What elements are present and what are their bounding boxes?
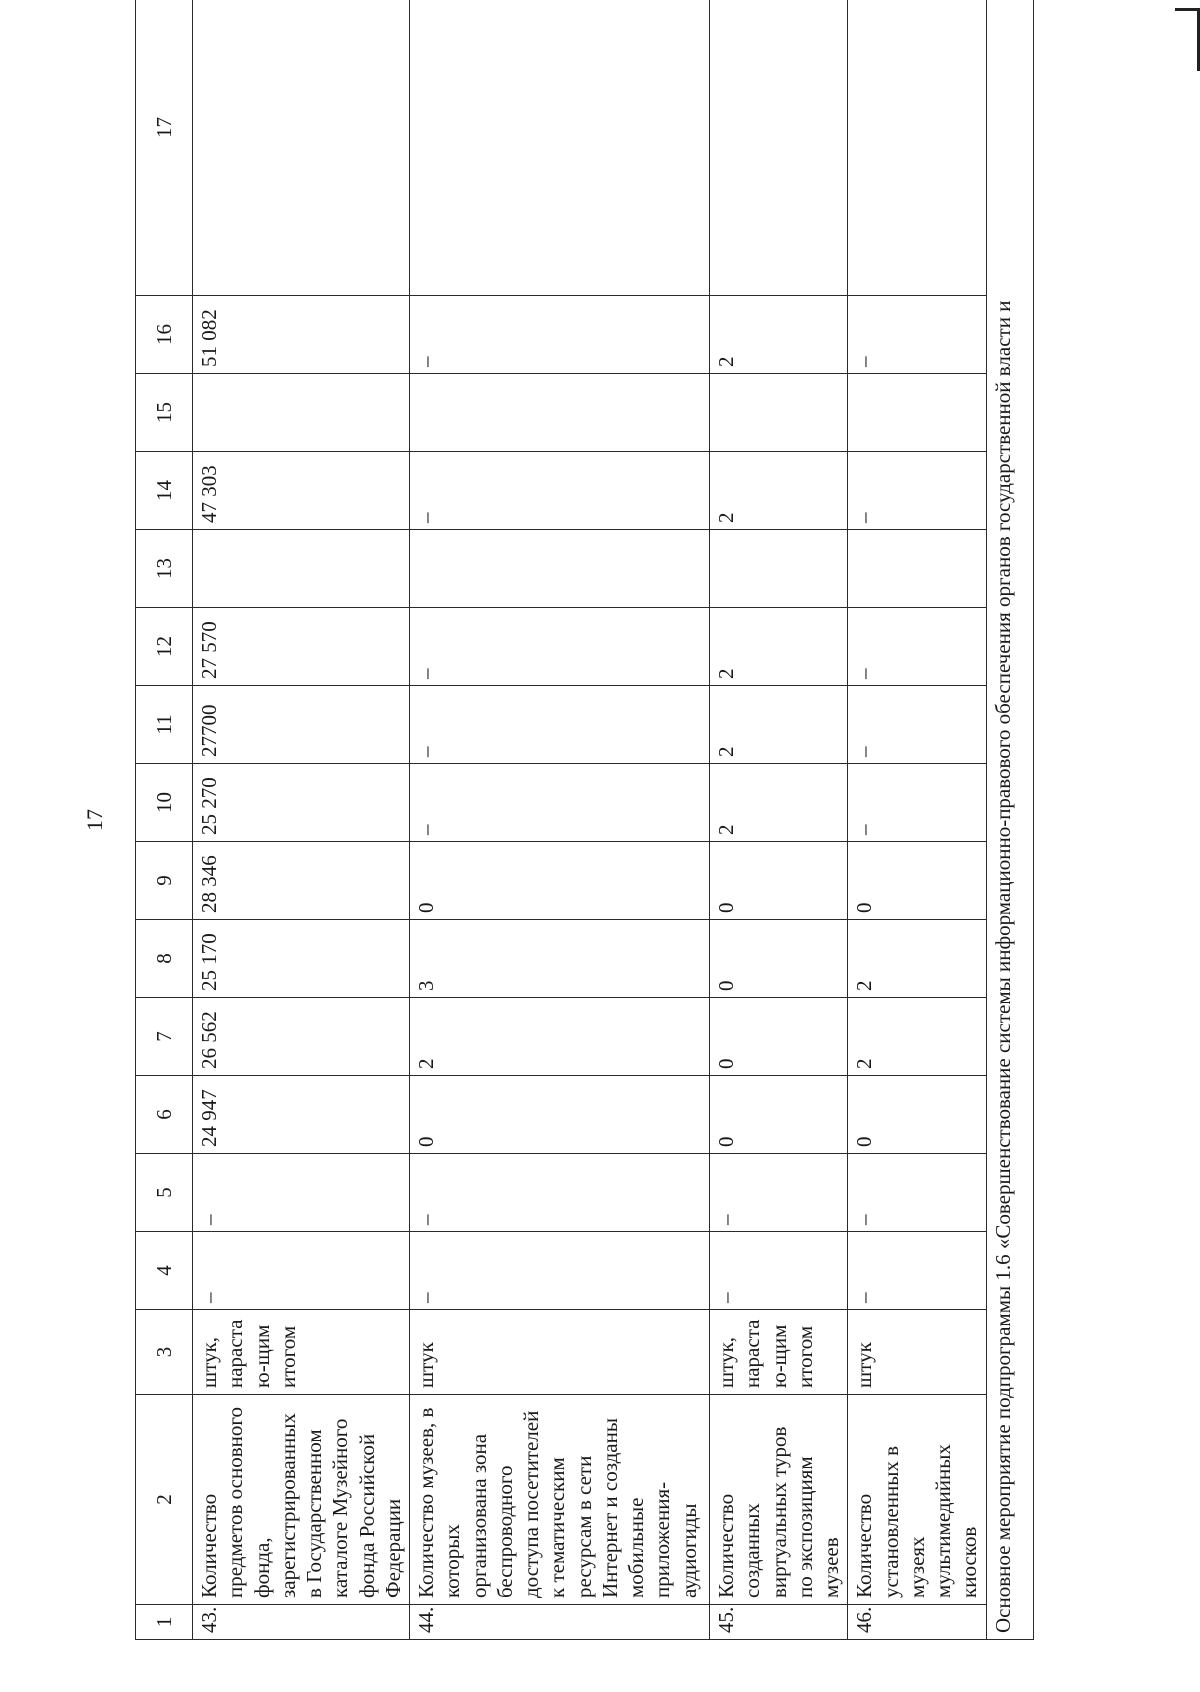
value-cell: – <box>848 1154 986 1232</box>
unit-cell: штук, нарастаю-щим итогом <box>710 1310 848 1395</box>
value-cell: – <box>410 1232 710 1310</box>
column-header: 9 <box>136 842 193 920</box>
value-cell: 0 <box>410 1076 710 1154</box>
column-header: 11 <box>136 686 193 764</box>
column-header: 4 <box>136 1232 193 1310</box>
note-row <box>986 0 1033 1640</box>
value-cell: 2 <box>710 452 848 530</box>
row-number: 43. <box>193 1605 410 1640</box>
unit-cell: штук <box>410 1310 710 1395</box>
indicator-name: Количество предметов основного фонда, зарегистрированных в Государственном каталоге Музейного фонда Российской Федерации <box>193 1395 410 1605</box>
column-header: 12 <box>136 608 193 686</box>
value-cell: – <box>193 1232 410 1310</box>
value-cell: 28 346 <box>193 842 410 920</box>
value-cell: 2 <box>410 998 710 1076</box>
value-cell: – <box>193 1154 410 1232</box>
unit-cell: штук, нарастаю-щим итогом <box>193 1310 410 1395</box>
indicator-name: Количество созданных виртуальных туров по экспозициям музеев <box>710 1395 848 1605</box>
header-row <box>136 0 193 1640</box>
table-row <box>193 0 410 1640</box>
value-cell: 27700 <box>193 686 410 764</box>
row-number: 44. <box>410 1605 710 1640</box>
table-row <box>710 0 848 1640</box>
column-header: 10 <box>136 764 193 842</box>
value-cell: 27 570 <box>193 608 410 686</box>
value-cell: 51 082 <box>193 296 410 374</box>
value-cell: 25 270 <box>193 764 410 842</box>
value-cell: 0 <box>410 842 710 920</box>
value-cell: – <box>410 686 710 764</box>
section-note: Основное мероприятие подпрограммы 1.6 «Совершенствование системы информационно-правового обеспечения органов государственной власти и <box>986 0 1033 1640</box>
value-cell: 0 <box>710 842 848 920</box>
column-header: 15 <box>136 374 193 452</box>
column-header: 1 <box>136 1605 193 1640</box>
column-header: 17 <box>136 0 193 296</box>
value-cell <box>410 530 710 608</box>
value-cell: – <box>848 764 986 842</box>
corner-mark <box>1175 8 1200 71</box>
value-cell: 2 <box>710 764 848 842</box>
value-cell: 0 <box>848 842 986 920</box>
indicator-name: Количество установленных в музеях мультимедийных киосков <box>848 1395 986 1605</box>
value-cell <box>848 530 986 608</box>
value-cell <box>710 0 848 296</box>
table-row <box>410 0 710 1640</box>
value-cell <box>193 530 410 608</box>
value-cell: – <box>410 608 710 686</box>
column-header: 2 <box>136 1395 193 1605</box>
value-cell: – <box>410 1154 710 1232</box>
page-number: 17 <box>82 809 107 831</box>
column-header: 14 <box>136 452 193 530</box>
value-cell: 2 <box>710 608 848 686</box>
value-cell: – <box>710 1154 848 1232</box>
column-header: 8 <box>136 920 193 998</box>
column-header: 6 <box>136 1076 193 1154</box>
value-cell: 2 <box>848 920 986 998</box>
value-cell: 3 <box>410 920 710 998</box>
value-cell: – <box>848 686 986 764</box>
value-cell: – <box>410 452 710 530</box>
row-number: 45. <box>710 1605 848 1640</box>
value-cell: – <box>410 296 710 374</box>
table-row <box>848 0 986 1640</box>
row-number: 46. <box>848 1605 986 1640</box>
value-cell: – <box>848 1232 986 1310</box>
column-header: 5 <box>136 1154 193 1232</box>
column-header: 13 <box>136 530 193 608</box>
value-cell: 0 <box>710 1076 848 1154</box>
value-cell: 2 <box>848 998 986 1076</box>
indicator-name: Количество музеев, в которых организована зона беспроводного доступа посетителей к тематическим ресурсам в сети Интернет и созданы мобильные приложения-аудиогиды <box>410 1395 710 1605</box>
value-cell: – <box>710 1232 848 1310</box>
unit-cell: штук <box>848 1310 986 1395</box>
value-cell: 0 <box>710 920 848 998</box>
value-cell: 2 <box>710 296 848 374</box>
value-cell: 26 562 <box>193 998 410 1076</box>
value-cell <box>410 0 710 296</box>
column-header: 3 <box>136 1310 193 1395</box>
value-cell <box>848 0 986 296</box>
rotated-table-wrapper <box>135 42 1085 1640</box>
value-cell: – <box>848 608 986 686</box>
value-cell: 0 <box>710 998 848 1076</box>
value-cell: 24 947 <box>193 1076 410 1154</box>
value-cell <box>193 0 410 296</box>
value-cell <box>710 530 848 608</box>
indicator-table <box>135 0 1034 1640</box>
column-header: 7 <box>136 998 193 1076</box>
value-cell: – <box>848 296 986 374</box>
value-cell: 25 170 <box>193 920 410 998</box>
value-cell: 0 <box>848 1076 986 1154</box>
value-cell: – <box>410 764 710 842</box>
value-cell <box>710 374 848 452</box>
value-cell <box>410 374 710 452</box>
value-cell: 2 <box>710 686 848 764</box>
column-header: 16 <box>136 296 193 374</box>
value-cell: 47 303 <box>193 452 410 530</box>
value-cell <box>193 374 410 452</box>
value-cell <box>848 374 986 452</box>
value-cell: – <box>848 452 986 530</box>
